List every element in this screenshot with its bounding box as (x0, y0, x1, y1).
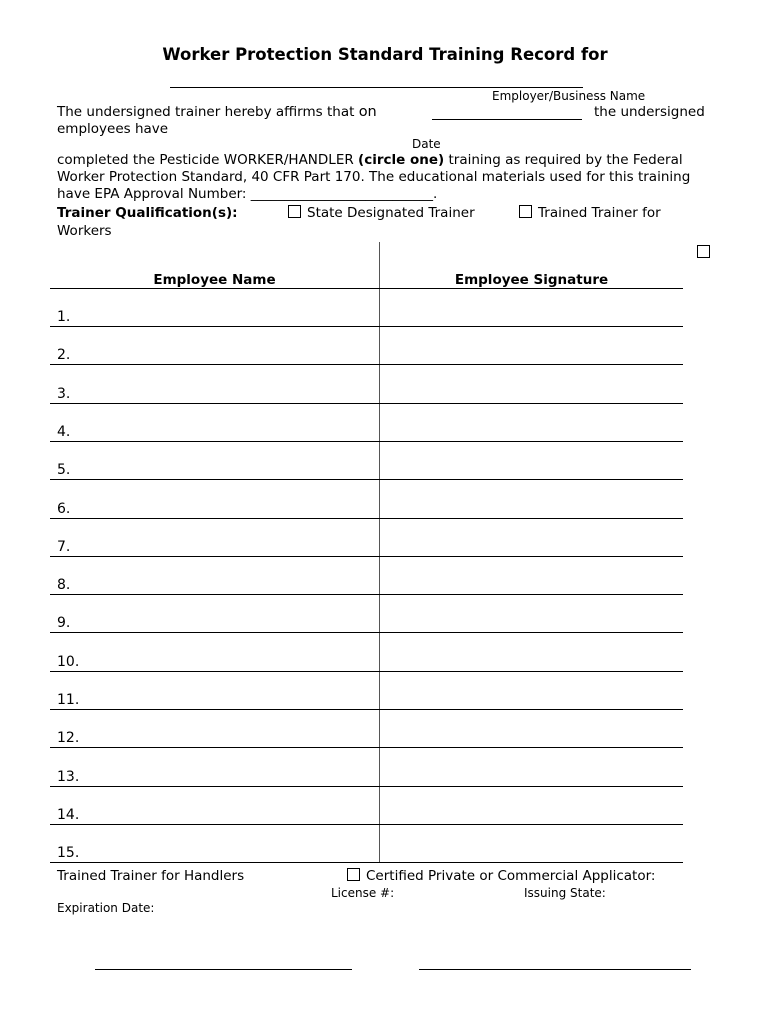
epa-line: have EPA Approval Number: ___________________________. (57, 186, 438, 202)
expiration-label: Expiration Date: (57, 901, 155, 915)
circle-one: (circle one) (358, 152, 445, 168)
table-row[interactable] (50, 364, 683, 365)
employer-name-field[interactable] (170, 87, 583, 88)
table-row[interactable] (50, 786, 683, 787)
row-number: 14. (57, 807, 80, 823)
col-employee-signature: Employee Signature (454, 272, 609, 288)
workers-label: Workers (57, 223, 112, 239)
row-number: 11. (57, 692, 80, 708)
table-row[interactable] (50, 594, 683, 595)
col-employee-name: Employee Name (153, 272, 276, 288)
table-row[interactable] (50, 709, 683, 710)
table-row[interactable] (50, 479, 683, 480)
affirm-on: on (358, 104, 377, 120)
table-row[interactable] (50, 747, 683, 748)
employer-caption: Employer/Business Name (492, 89, 646, 103)
opt-trained-handlers: Trained Trainer for Handlers (57, 868, 245, 884)
opt-state-designated[interactable] (288, 205, 475, 221)
row-number: 8. (57, 577, 71, 593)
table-row[interactable] (50, 862, 683, 863)
table-row[interactable] (50, 403, 683, 404)
header-rule (50, 288, 683, 289)
row-number: 9. (57, 615, 71, 631)
row-number: 7. (57, 539, 71, 555)
checkbox-icon[interactable] (697, 245, 710, 258)
standard-line: Worker Protection Standard, 40 CFR Part 170. The educational materials used for this training (57, 169, 691, 185)
date-signature-line[interactable] (419, 969, 691, 970)
table-row[interactable] (50, 824, 683, 825)
row-number: 4. (57, 424, 71, 440)
affirm-text-part2: the undersigned (594, 104, 705, 120)
checkbox-icon[interactable] (347, 868, 360, 881)
affirm-text-part3: employees have (57, 121, 169, 137)
issuing-state-label: Issuing State: (524, 886, 606, 900)
completed-suffix: training as required by the Federal (448, 152, 683, 168)
license-label: License #: (331, 886, 395, 900)
row-number: 15. (57, 845, 80, 861)
checkbox-icon[interactable] (288, 205, 301, 218)
date-field[interactable] (432, 119, 582, 120)
table-row[interactable] (50, 518, 683, 519)
completed-prefix: completed the Pesticide WORKER/HANDLER (57, 152, 354, 168)
trainer-qual-label: Trainer Qualification(s): (57, 205, 238, 221)
date-caption: Date (412, 137, 441, 151)
column-divider (379, 242, 380, 862)
row-number: 1. (57, 309, 71, 325)
table-row[interactable] (50, 326, 683, 327)
row-number: 3. (57, 386, 71, 402)
table-row[interactable] (50, 441, 683, 442)
checkbox-icon[interactable] (519, 205, 532, 218)
row-number: 13. (57, 769, 80, 785)
row-number: 2. (57, 347, 71, 363)
opt-certified-applicator[interactable] (347, 868, 655, 884)
table-row[interactable] (50, 556, 683, 557)
opt-trained-workers-label: Trained Trainer for (538, 205, 661, 221)
row-number: 5. (57, 462, 71, 478)
opt-trained-workers[interactable] (519, 205, 661, 221)
row-number: 6. (57, 501, 71, 517)
affirm-text (57, 104, 377, 120)
opt-state-label: State Designated Trainer (307, 205, 475, 221)
row-number: 10. (57, 654, 80, 670)
table-row[interactable] (50, 671, 683, 672)
opt-applicator-label: Certified Private or Commercial Applicator: (366, 868, 656, 884)
page-title: Worker Protection Standard Training Record for (162, 45, 608, 64)
affirm-text-part1: The undersigned trainer hereby affirms that (57, 104, 355, 120)
row-number: 12. (57, 730, 80, 746)
table-row[interactable] (50, 632, 683, 633)
trainer-signature-line[interactable] (95, 969, 352, 970)
completed-line (57, 152, 683, 168)
